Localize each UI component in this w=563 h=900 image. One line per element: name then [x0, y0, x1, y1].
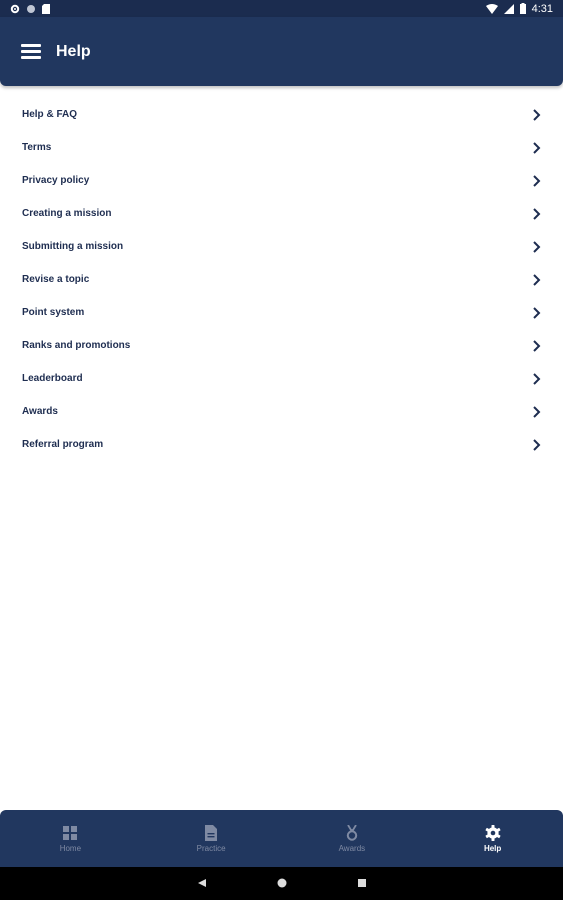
list-item-label: Leaderboard — [22, 373, 83, 384]
tab-label: Help — [483, 843, 502, 853]
list-item-label: Terms — [22, 142, 52, 153]
hamburger-menu-icon[interactable] — [21, 43, 43, 61]
list-item-label: Privacy policy — [22, 175, 90, 186]
system-nav-bar — [0, 867, 563, 900]
chevron-right-icon — [531, 405, 541, 419]
list-item-label: Submitting a mission — [22, 241, 124, 252]
wifi-icon — [486, 4, 498, 14]
tab-label: Practice — [196, 843, 226, 853]
home-circle-icon[interactable] — [277, 875, 287, 893]
list-item-revise-topic[interactable] — [0, 263, 563, 296]
list-item-label: Ranks and promotions — [22, 340, 131, 351]
signal-icon — [504, 4, 514, 14]
chevron-right-icon — [531, 372, 541, 386]
chevron-right-icon — [531, 207, 541, 221]
tab-home[interactable] — [0, 810, 141, 867]
chevron-right-icon — [531, 174, 541, 188]
chevron-right-icon — [531, 339, 541, 353]
list-item-label: Creating a mission — [22, 208, 112, 219]
help-menu-list — [0, 98, 563, 461]
circle-notification-icon — [26, 4, 36, 14]
tab-practice[interactable] — [141, 810, 282, 867]
document-icon — [204, 825, 218, 841]
list-item-creating-mission[interactable] — [0, 197, 563, 230]
tab-help[interactable] — [422, 810, 563, 867]
list-item-label: Referral program — [22, 439, 104, 450]
settings-notification-icon — [10, 4, 20, 14]
list-item-label: Revise a topic — [22, 274, 90, 285]
list-item-leaderboard[interactable] — [0, 362, 563, 395]
status-bar — [0, 0, 563, 17]
grid-icon — [62, 825, 78, 841]
list-item-label: Point system — [22, 307, 85, 318]
chevron-right-icon — [531, 438, 541, 452]
chevron-right-icon — [531, 108, 541, 122]
list-item-terms[interactable] — [0, 131, 563, 164]
chevron-right-icon — [531, 273, 541, 287]
list-item-label: Awards — [22, 406, 58, 417]
list-item-ranks-promotions[interactable] — [0, 329, 563, 362]
list-item-privacy-policy[interactable] — [0, 164, 563, 197]
list-item-awards[interactable] — [0, 395, 563, 428]
list-item-referral-program[interactable] — [0, 428, 563, 461]
app-bar — [0, 17, 563, 86]
sim-card-icon — [42, 4, 50, 14]
medal-icon — [345, 825, 359, 841]
list-item-label: Help & FAQ — [22, 109, 78, 120]
gear-icon — [485, 825, 501, 841]
status-icons-right — [486, 3, 553, 15]
list-item-point-system[interactable] — [0, 296, 563, 329]
list-item-help-faq[interactable] — [0, 98, 563, 131]
tab-awards[interactable] — [282, 810, 423, 867]
bottom-nav — [0, 810, 563, 867]
chevron-right-icon — [531, 306, 541, 320]
chevron-right-icon — [531, 141, 541, 155]
chevron-right-icon — [531, 240, 541, 254]
status-icons-left — [10, 4, 50, 14]
back-icon[interactable] — [197, 875, 207, 893]
status-time: 4:31 — [531, 2, 553, 15]
list-item-submitting-mission[interactable] — [0, 230, 563, 263]
recents-square-icon[interactable] — [357, 875, 367, 893]
battery-icon — [520, 3, 526, 14]
tab-label: Awards — [338, 843, 366, 853]
page-title: Help — [56, 42, 91, 60]
tab-label: Home — [59, 843, 82, 853]
